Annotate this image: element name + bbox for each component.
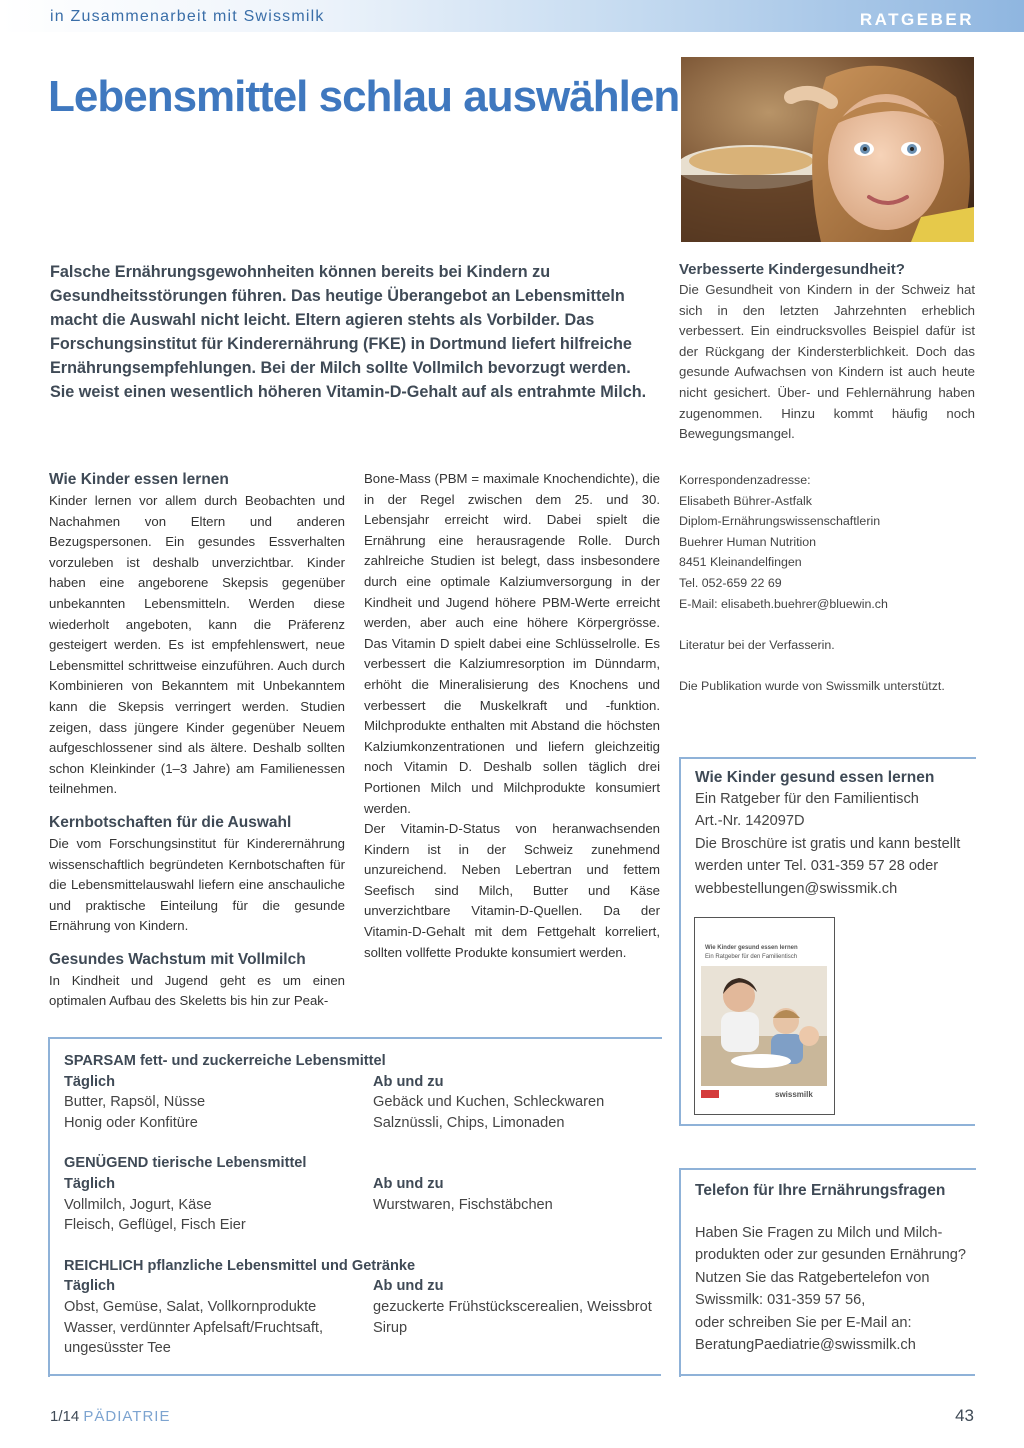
column-header: Täglich (64, 1278, 116, 1295)
telephone-line: oder schreiben Sie per E-Mail an: (695, 1314, 912, 1331)
address-line: Elisabeth Bührer-Astfalk (679, 493, 812, 508)
brochure-cover-subtitle: Ein Ratgeber für den Familientisch (705, 954, 798, 960)
column-2 (364, 469, 660, 963)
lead-paragraph: Falsche Ernährungsgewohnheiten können bereits bei Kindern zu Gesundheitsstörungen führen. Das heutige Überangebot an Lebensmitteln macht die Auswahl nicht leicht. Eltern agieren stehts als Vorbilder. Das Forschungsinstitut für Kinderernährung (FKE) in Dortmund liefert hilfreiche Ernährungsempfehlungen. Bei der Milch sollte Vollmilch bevorzugt werden. Sie weist einen wesentlich höheren Vitamin-D-Gehalt auf als entrahmte Milch. (50, 263, 647, 401)
column-header: Ab und zu (373, 1278, 444, 1295)
paragraph: Kinder lernen vor allem durch Beobachten und Nachahmen von Eltern und anderen Bezugspersonen. Ein gesundes Essverhalten vorzuleben ist deshalb unverzichtbar. Kinder haben eine angeborene Skepsis gegenüber unbekannten Lebensmitteln. Werden diese wiederholt angeboten, kann die Präferenz gesteigert werden. Es ist empfehlenswert, neue Lebensmittel schrittweise einzuführen. Auch durch Kombinieren von Bekanntem mit Unbekanntem kann die Skepsis verringert werden. Studien zeigen, dass jüngere Kinder gegenüber Neuem aufgeschlossener sind als ältere. Deshalb sollten schon Kleinkinder (1–3 Jahre) am Familienessen teilnehmen. (49, 493, 345, 797)
article-title: Lebensmittel schlau auswählen (48, 72, 680, 121)
table-row (64, 1195, 654, 1216)
table-group-reichlich (64, 1256, 654, 1359)
heading-gesundes-wachstum: Gesundes Wachstum mit Vollmilch (49, 950, 306, 968)
table-cell: Salznüssli, Chips, Limonaden (373, 1114, 565, 1131)
table-row (64, 1318, 654, 1359)
address-line: 8451 Kleinandelfingen (679, 555, 802, 570)
column-header: Ab und zu (373, 1073, 444, 1090)
sidebar-kindergesundheit (679, 261, 975, 445)
column-header: Täglich (64, 1175, 116, 1192)
table-cell: Vollmilch, Jogurt, Käse (64, 1196, 212, 1213)
partner-label: in Zusammenarbeit mit Swissmilk (50, 8, 325, 25)
heading-wie-kinder-essen: Wie Kinder essen lernen (49, 471, 229, 488)
telephone-box-heading: Telefon für Ihre Ernährungsfragen (695, 1182, 946, 1199)
column-header: Täglich (64, 1073, 116, 1090)
table-cell: Obst, Gemüse, Salat, Vollkornprodukte (64, 1298, 317, 1315)
table-cell: Gebäck und Kuchen, Schleckwaren (373, 1094, 605, 1111)
paragraph: Der Vitamin-D-Status von heranwachsenden Kindern ist in der Schweiz zunehmend unzureichend. Neben Lebertran und fettem Seefisch sind Milch, Butter und Käse unverzichtbare Vitamin-D-Quellen. Da der Vitamin-D-Gehalt mit dem Fettgehalt korreliert, sollten vollfette Produkte konsumiert werden. (364, 821, 660, 960)
correspondence-address (679, 470, 975, 697)
support-note: Die Publikation wurde von Swissmilk unterstützt. (679, 678, 945, 693)
address-label: Korrespondenzadresse: (679, 473, 811, 487)
table-cell: Honig oder Konfitüre (64, 1114, 198, 1131)
section-label: RATGEBER (859, 10, 974, 29)
divider (48, 1374, 661, 1376)
brochure-line: werden unter Tel. 031-359 57 28 oder (695, 858, 939, 875)
divider (679, 1374, 975, 1376)
brochure-line: Ein Ratgeber für den Familientisch (695, 791, 919, 807)
heading-kernbotschaften: Kernbotschaften für die Auswahl (49, 813, 292, 831)
sidebar-paragraph: Die Gesundheit von Kindern in der Schweiz hat sich in den letzten Jahrzehnten erheblich verbessert. Ein eindrucksvolles Beispiel dafür ist der Rückgang der Kindersterblichkeit. Doch das gesunde Aufwachsen von Kindern ist auch heute nicht gesichert. Über- und Fehlernährung haben zugenommen. Hinzu kommt häufig noch Bewegungsmangel. (679, 282, 975, 442)
table-cell: Butter, Rapsöl, Nüsse (64, 1094, 206, 1111)
paragraph: In Kindheit und Jugend geht es um einen optimalen Aufbau des Skeletts bis hin zur Peak- (49, 972, 345, 1009)
address-line: Tel. 052-659 22 69 (679, 575, 782, 590)
header-bar (0, 0, 1024, 32)
group-title: GENÜGEND tierische Lebensmittel (64, 1155, 307, 1172)
brochure-cover-image (694, 917, 835, 1115)
sidebar-heading: Verbesserte Kindergesundheit? (679, 261, 905, 278)
table-row (64, 1215, 654, 1236)
telephone-number: Swissmilk: 031-359 57 56, (695, 1292, 866, 1309)
table-cell: Sirup (373, 1319, 408, 1336)
group-title: REICHLICH pflanzliche Lebensmittel und Getränke (64, 1257, 416, 1274)
brochure-red-mark (701, 1090, 719, 1098)
address-email: E-Mail: elisabeth.buehrer@bluewin.ch (679, 596, 888, 611)
address-line: Buehrer Human Nutrition (679, 534, 817, 549)
table-cell: Wasser, verdünnter Apfelsaft/Fruchtsaft, ungesüsster Tee (64, 1319, 324, 1357)
brochure-order-email: webbestellungen@swissmik.ch (695, 880, 898, 897)
table-row (64, 1297, 654, 1318)
table-cell: Fleisch, Geflügel, Fisch Eier (64, 1217, 246, 1234)
brochure-article-number: Art.-Nr. 142097D (695, 813, 805, 830)
journal-name: PÄDIATRIE (83, 1408, 171, 1425)
group-title: SPARSAM fett- und zuckerreiche Lebensmittel (64, 1053, 386, 1069)
telephone-line: produkten oder zur gesunden Ernährung? (695, 1247, 966, 1264)
child-photo-illustration (681, 57, 974, 242)
brochure-family-photo (701, 966, 827, 1086)
brochure-line: Die Broschüre ist gratis und kann bestellt (695, 835, 961, 852)
telephone-line: Haben Sie Fragen zu Milch und Milch- (695, 1225, 943, 1241)
telephone-email: BeratungPaediatrie@swissmilk.ch (695, 1337, 916, 1354)
paragraph: Die vom Forschungsinstitut für Kinderernährung wissenschaftlich begründeten Kernbotschaften für die Lebensmittelauswahl liefern eine anschauliche und praktische Einteilung für die gesunde Ernährung von Kindern. (49, 835, 345, 934)
brochure-cover-title: Wie Kinder gesund essen lernen (705, 945, 798, 951)
column-header: Ab und zu (373, 1175, 444, 1192)
table-cell: Wurstwaren, Fischstäbchen (373, 1196, 553, 1213)
address-line: Diplom-Ernährungswissenschaftlerin (679, 514, 881, 529)
food-recommendation-table (48, 1037, 662, 1377)
table-group-sparsam (64, 1051, 654, 1133)
literature-note: Literatur bei der Verfasserin. (679, 637, 835, 652)
table-row (64, 1092, 654, 1113)
brochure-box-heading: Wie Kinder gesund essen lernen (695, 769, 935, 786)
child-photo (681, 57, 974, 242)
column-1 (49, 469, 345, 1012)
table-cell (373, 1215, 654, 1236)
footer-issue (50, 1408, 170, 1425)
telephone-line: Nutzen Sie das Ratgebertelefon von (695, 1269, 930, 1286)
table-cell: gezuckerte Frühstückscerealien, Weissbrot (373, 1298, 652, 1315)
table-row (64, 1113, 654, 1134)
telephone-box (679, 1168, 976, 1377)
divider (679, 1124, 975, 1126)
issue-number: 1/14 (50, 1408, 80, 1425)
table-group-genuegend (64, 1153, 654, 1235)
paragraph: Bone-Mass (PBM = maximale Knochendichte), die in der Regel zwischen dem 25. und 30. Lebensjahr erreicht wird. Dabei spielt die Ernährung eine herausragende Rolle. Durch zahlreiche Studien ist belegt, dass insbesondere durch eine optimale Kalziumversorgung in der Kindheit und Jugend höhere PBM-Werte erreicht werden, aber auch eine höhere Körpergrösse. Das Vitamin D spielt dabei eine Schlüsselrolle. Es verbessert die Kalziumresorption im Dünndarm, erhöht die Mineralisierung des Knochens und verbessert die Muskelkraft und -funktion. Milchprodukte enthalten mit Abstand die höchsten Kalziumkonzentrationen und liefern gleichzeitig noch Vitamin D. Deshalb sollen täglich drei Portionen Milch und Milchprodukte konsumiert werden. (364, 471, 660, 816)
page-number: 43 (955, 1406, 974, 1425)
brochure-swissmilk-logo: swissmilk (775, 1090, 813, 1099)
